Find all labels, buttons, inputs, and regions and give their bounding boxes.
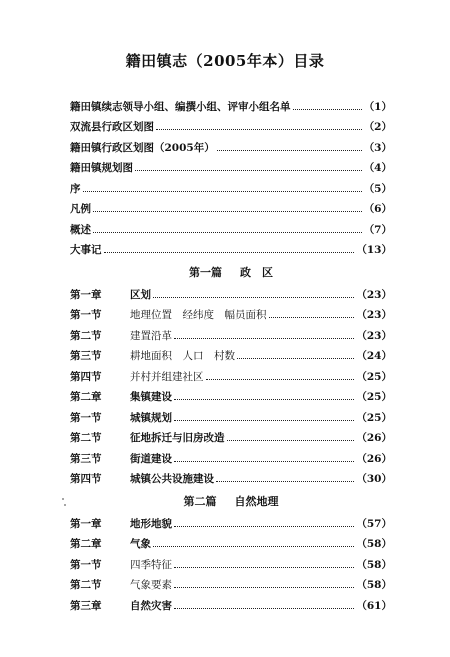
page-number: （61）: [356, 599, 392, 612]
entry-label: 大事记: [70, 244, 102, 257]
chapter-label: 第二章: [70, 391, 102, 404]
entry-label: 籍田镇行政区划图（2005年）: [70, 141, 215, 154]
page-number: （24）: [356, 350, 392, 363]
dot-leader: [93, 211, 362, 212]
chapter-label: 第三节: [70, 350, 102, 363]
toc-entry: [70, 325, 392, 346]
entry-title: 地理位置 经纬度 幅员面积: [130, 309, 267, 322]
toc-entry: [70, 595, 392, 616]
dot-leader: [293, 109, 362, 110]
page-number: （58）: [356, 558, 392, 571]
entry-title: 地形地貌: [130, 517, 172, 530]
part-name: 自然地理: [234, 495, 279, 508]
chapter-label: 第二节: [70, 432, 102, 445]
entry-title: 城镇规划: [130, 411, 172, 424]
scan-speck: [62, 498, 64, 500]
chapter-label: 第二章: [70, 538, 102, 551]
entry-title: 集镇建设: [130, 391, 172, 404]
dot-leader: [104, 252, 355, 253]
toc-entry: [70, 575, 392, 596]
toc-entry: [70, 346, 392, 367]
page-number: （6）: [363, 203, 392, 216]
dot-leader: [227, 440, 355, 441]
chapter-label: 第三节: [70, 452, 102, 465]
toc-entry: [70, 158, 392, 179]
entry-label: 概述: [70, 223, 91, 236]
toc-entry: [70, 96, 392, 117]
entry-label: 籍田镇续志领导小组、编撰小组、评审小组名单: [70, 100, 291, 113]
dot-leader: [153, 546, 354, 547]
toc-entry: [70, 178, 392, 199]
entry-title: 建置沿革: [130, 329, 172, 342]
dot-leader: [153, 297, 354, 298]
page-number: （2）: [363, 121, 392, 134]
page-number: （26）: [356, 432, 392, 445]
toc-entry: [70, 428, 392, 449]
toc-entry: [70, 137, 392, 158]
part-heading: [70, 260, 392, 284]
toc-list: [70, 96, 392, 616]
page-number: （25）: [356, 411, 392, 424]
entry-title: 街道建设: [130, 452, 172, 465]
entry-title: 征地拆迁与旧房改造: [130, 432, 225, 445]
dot-leader: [216, 481, 354, 482]
dot-leader: [269, 317, 355, 318]
entry-title: 城镇公共设施建设: [130, 473, 214, 486]
chapter-label: 第二节: [70, 329, 102, 342]
page-number: （57）: [356, 517, 392, 530]
page-number: （30）: [356, 473, 392, 486]
page-number: （1）: [363, 100, 392, 113]
entry-title: 自然灾害: [130, 599, 172, 612]
page-number: （26）: [356, 452, 392, 465]
page-number: （25）: [356, 370, 392, 383]
page-number: （58）: [356, 538, 392, 551]
page-number: （7）: [363, 223, 392, 236]
page-number: （23）: [356, 288, 392, 301]
chapter-label: 第二节: [70, 579, 102, 592]
dot-leader: [135, 170, 362, 171]
part-heading: [70, 489, 392, 513]
part-number: 第一篇: [189, 266, 222, 279]
dot-leader: [174, 338, 354, 339]
toc-entry: [70, 305, 392, 326]
toc-entry: [70, 366, 392, 387]
toc-entry: [70, 534, 392, 555]
page-number: （3）: [363, 141, 392, 154]
page-number: （23）: [356, 309, 392, 322]
page-number: （4）: [363, 162, 392, 175]
entry-label: 籍田镇规划图: [70, 162, 133, 175]
dot-leader: [174, 420, 354, 421]
entry-label: 凡例: [70, 203, 91, 216]
toc-entry: [70, 513, 392, 534]
part-number: 第二篇: [183, 495, 217, 508]
toc-entry: [70, 448, 392, 469]
chapter-label: 第三章: [70, 599, 102, 612]
toc-entry: [70, 240, 392, 261]
dot-leader: [174, 587, 354, 588]
page-number: （23）: [356, 329, 392, 342]
chapter-label: 第一节: [70, 558, 102, 571]
toc-entry: [70, 284, 392, 305]
chapter-label: 第一节: [70, 309, 102, 322]
dot-leader: [174, 399, 354, 400]
dot-leader: [217, 150, 362, 151]
entry-label: 双流县行政区划图: [70, 121, 154, 134]
dot-leader: [156, 129, 362, 130]
part-name: 政 区: [240, 266, 273, 279]
dot-leader: [83, 191, 362, 192]
toc-entry: [70, 387, 392, 408]
dot-leader: [174, 461, 354, 462]
page-number: （5）: [363, 182, 392, 195]
entry-title: 并村并组建社区: [130, 370, 204, 383]
toc-entry: [70, 554, 392, 575]
toc-entry: [70, 117, 392, 138]
entry-title: 区划: [130, 288, 151, 301]
page-number: （25）: [356, 391, 392, 404]
page-number: （58）: [356, 579, 392, 592]
entry-title: 耕地面积 人口 村数: [130, 350, 235, 363]
dot-leader: [237, 358, 354, 359]
toc-entry: [70, 407, 392, 428]
entry-title: 四季特征: [130, 558, 172, 571]
page-number: （13）: [356, 244, 392, 257]
chapter-label: 第一章: [70, 288, 102, 301]
dot-leader: [174, 526, 354, 527]
dot-leader: [174, 608, 354, 609]
chapter-label: 第四节: [70, 370, 102, 383]
entry-title: 气象要素: [130, 579, 172, 592]
chapter-label: 第一章: [70, 517, 102, 530]
chapter-label: 第四节: [70, 473, 102, 486]
scan-speck: [64, 504, 66, 506]
toc-entry: [70, 199, 392, 220]
dot-leader: [206, 379, 355, 380]
dot-leader: [93, 232, 362, 233]
chapter-label: 第一节: [70, 411, 102, 424]
entry-label: 序: [70, 182, 81, 195]
dot-leader: [174, 567, 354, 568]
entry-title: 气象: [130, 538, 151, 551]
toc-entry: [70, 469, 392, 490]
page-title: 籍田镇志（2005年本）目录: [125, 52, 325, 70]
toc-entry: [70, 219, 392, 240]
